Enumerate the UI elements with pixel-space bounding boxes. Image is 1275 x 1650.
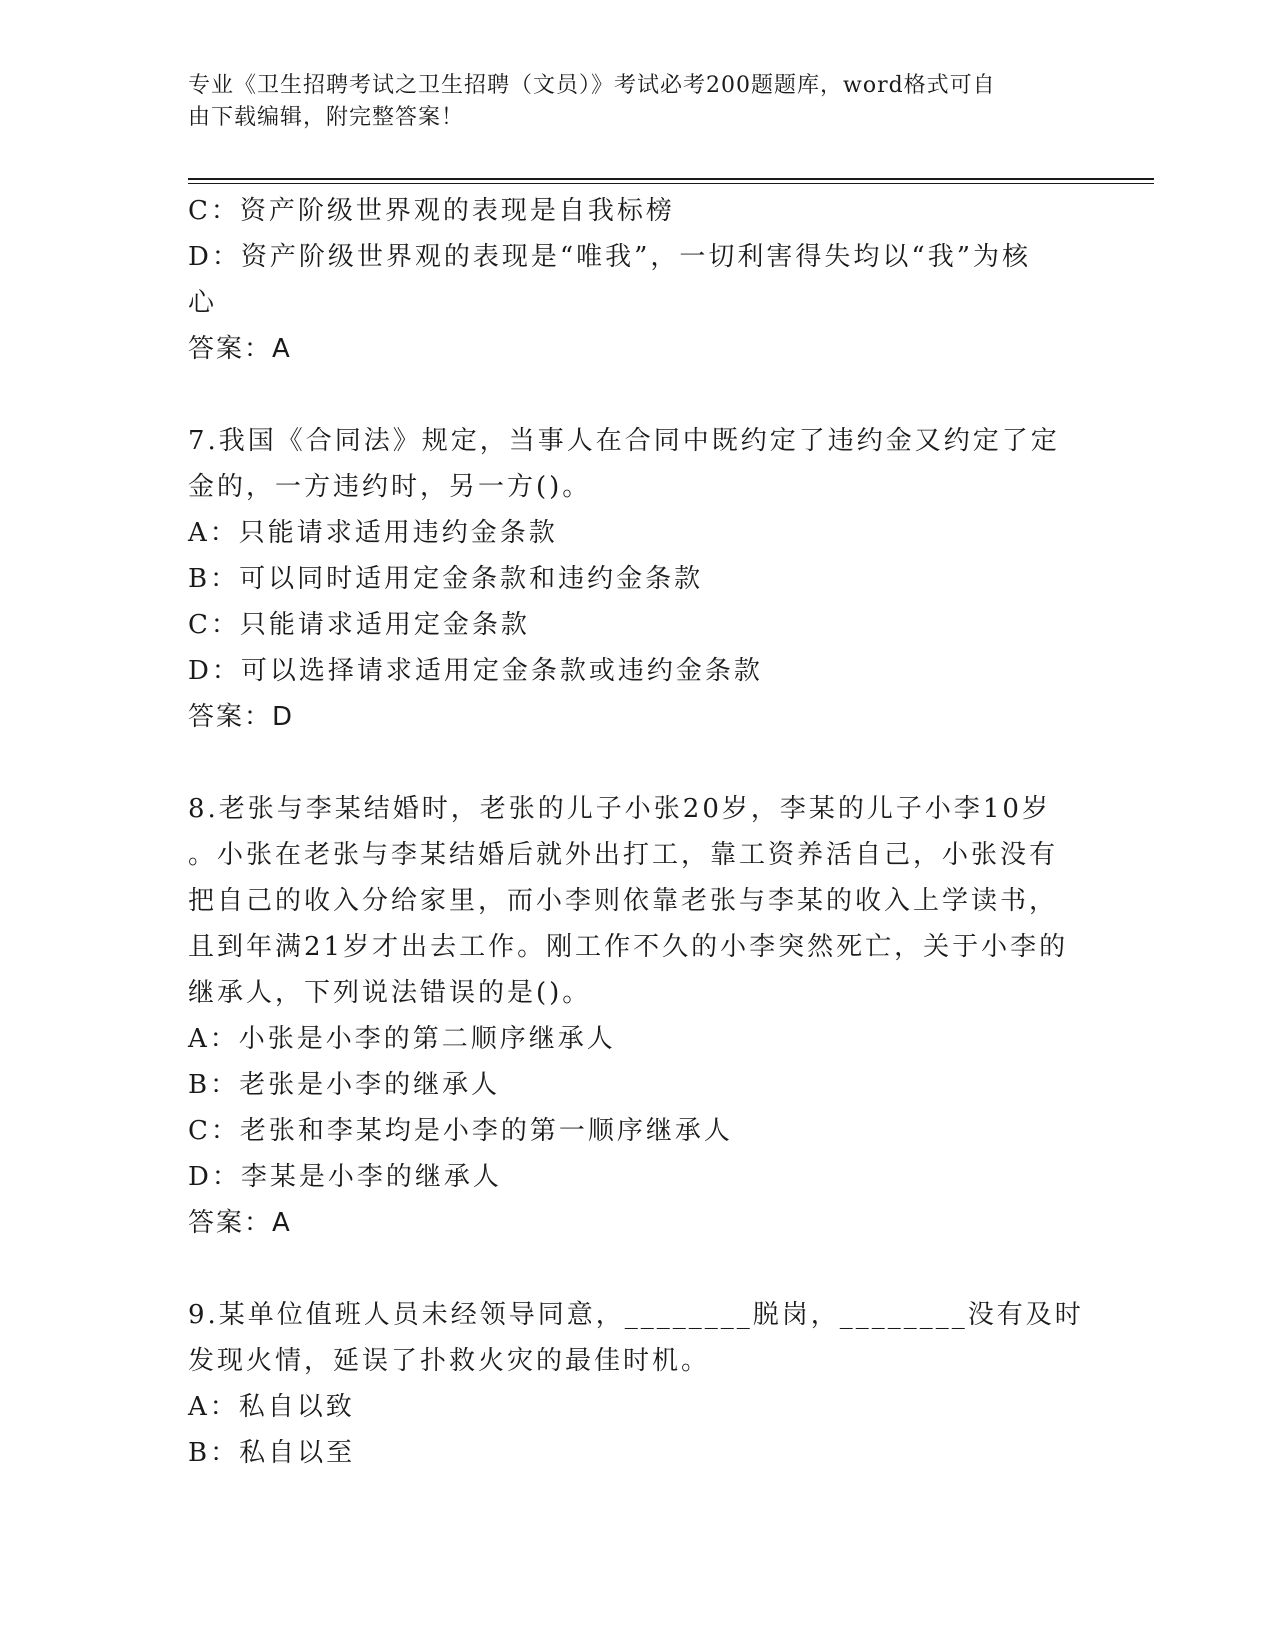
question-6-answer: 答案：A <box>188 334 292 364</box>
question-9-option-b: B：私自以至 <box>188 1438 356 1468</box>
question-8-stem-line-5: 继承人，下列说法错误的是()。 <box>188 978 592 1008</box>
question-9 <box>188 1292 1084 1476</box>
question-6-option-c: C：资产阶级世界观的表现是自我标榜 <box>188 196 675 226</box>
spacer <box>188 740 1078 786</box>
question-list <box>188 188 1084 1476</box>
question-7-stem-line-1: 7.我国《合同法》规定，当事人在合同中既约定了违约金又约定了定 <box>188 426 1060 456</box>
question-9-stem-line-1: 9.某单位值班人员未经领导同意，________脱岗，________没有及时 <box>188 1300 1084 1330</box>
question-8-stem-line-3: 把自己的收入分给家里，而小李则依靠老张与李某的收入上学读书， <box>188 886 1059 916</box>
header-line-2: 由下载编辑，附完整答案！ <box>188 105 465 130</box>
question-7-stem-line-2: 金的，一方违约时，另一方()。 <box>188 472 592 502</box>
question-8-option-d: D：李某是小李的继承人 <box>188 1162 502 1192</box>
question-8-stem-line-1: 8.老张与李某结婚时，老张的儿子小张20岁，李某的儿子小李10岁 <box>188 794 1051 824</box>
question-8-option-b: B：老张是小李的继承人 <box>188 1070 501 1100</box>
question-8-option-c: C：老张和李某均是小李的第一顺序继承人 <box>188 1116 733 1146</box>
question-7-answer: 答案：D <box>188 702 295 732</box>
question-7-option-b: B：可以同时适用定金条款和违约金条款 <box>188 564 704 594</box>
question-8-answer: 答案：A <box>188 1208 292 1238</box>
question-8-option-a: A：小张是小李的第二顺序继承人 <box>188 1024 616 1054</box>
spacer <box>188 372 1078 418</box>
question-8-stem-line-4: 且到年满21岁才出去工作。刚工作不久的小李突然死亡，关于小李的 <box>188 932 1069 962</box>
question-6-option-d-line-1: D：资产阶级世界观的表现是“唯我”，一切利害得失均以“我”为核 <box>188 242 1032 272</box>
question-6 <box>188 188 1078 372</box>
header-line-1: 专业《卫生招聘考试之卫生招聘（文员）》考试必考200题题库，word格式可自 <box>188 73 996 98</box>
question-7 <box>188 418 1078 740</box>
question-8-stem-line-2: 。小张在老张与李某结婚后就外出打工，靠工资养活自己，小张没有 <box>188 840 1059 870</box>
question-7-option-c: C：只能请求适用定金条款 <box>188 610 530 640</box>
question-8 <box>188 786 1078 1246</box>
document-header <box>188 70 1068 134</box>
spacer <box>188 1246 1078 1292</box>
header-rule-thick <box>188 178 1154 180</box>
question-7-option-d: D：可以选择请求适用定金条款或违约金条款 <box>188 656 763 686</box>
question-7-option-a: A：只能请求适用违约金条款 <box>188 518 558 548</box>
header-rule-thin <box>188 183 1154 184</box>
question-9-option-a: A：私自以致 <box>188 1392 355 1422</box>
question-9-stem-line-2: 发现火情，延误了扑救火灾的最佳时机。 <box>188 1346 711 1376</box>
question-6-option-d-line-2: 心 <box>188 288 218 318</box>
